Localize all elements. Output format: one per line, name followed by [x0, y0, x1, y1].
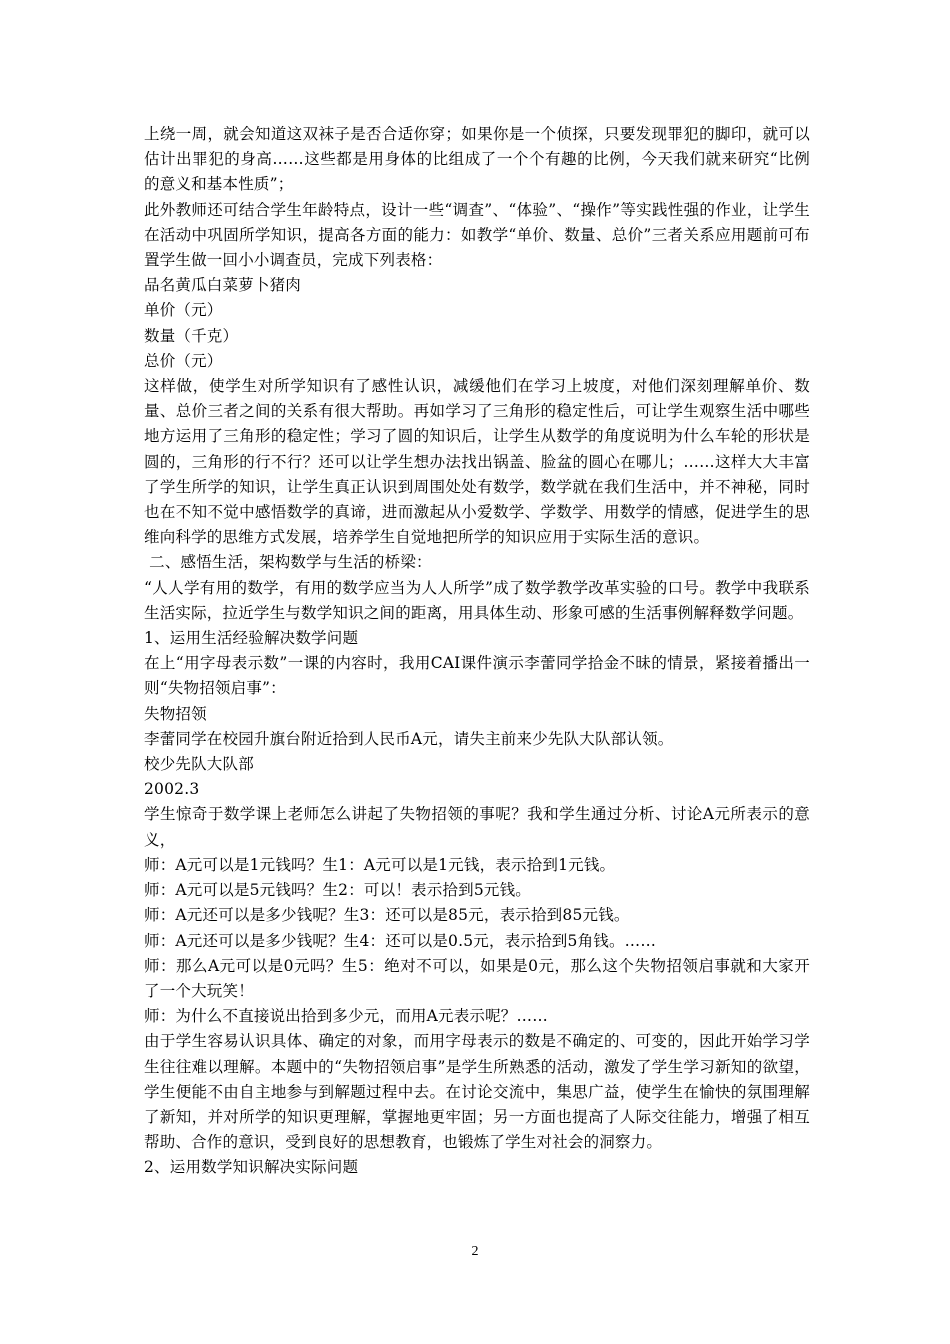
body-text: [144, 122, 810, 1181]
notice-body: 李蕾同学在校园升旗台附近拾到人民币A元，请失主前来少先队大队部认领。: [144, 729, 674, 748]
section-heading: 二、感悟生活，架构数学与生活的桥梁：: [144, 553, 432, 572]
paragraph: 上绕一周，就会知道这双袜子是否合适你穿；如果你是一个侦探，只要发现罪犯的脚印，就可以估计出罪犯的身高……这些都是用身体的比组成了一个个有趣的比例，今天我们就来研究“比例的意义和基本性质”；: [144, 125, 810, 194]
table-header-row: 品名黄瓜白菜萝卜猪肉: [144, 276, 302, 295]
dialogue-line: 师：A元可以是1元钱吗？生1：A元可以是1元钱，表示拾到1元钱。: [144, 855, 616, 874]
dialogue-line: 师：那么A元可以是0元吗？生5：绝对不可以，如果是0元，那么这个失物招领启事就和大家开了一个大玩笑！: [144, 956, 810, 1000]
table-row-label: 数量（千克）: [144, 326, 239, 345]
notice-title: 失物招领: [144, 704, 207, 723]
paragraph: “人人学有用的数学，有用的数学应当为人人所学”成了数学教学改革实验的口号。教学中我联系生活实际，拉近学生与数学知识之间的距离，用具体生动、形象可感的生活事例解释数学问题。: [144, 578, 810, 622]
subsection-heading: 1、运用生活经验解决数学问题: [144, 629, 359, 648]
paragraph: 学生惊奇于数学课上老师怎么讲起了失物招领的事呢？我和学生通过分析、讨论A元所表示的意义，: [144, 805, 810, 849]
table-row-label: 单价（元）: [144, 301, 223, 320]
table-row-label: 总价（元）: [144, 351, 223, 370]
paragraph: 由于学生容易认识具体、确定的对象，而用字母表示的数是不确定的、可变的，因此开始学习学生往往难以理解。本题中的“失物招领启事”是学生所熟悉的活动，激发了学生学习新知的欲望，学生便能不由自主地参与到解题过程中去。在讨论交流中，集思广益，使学生在愉快的氛围理解了新知，并对所学的知识更理解，掌握地更牢固；另一方面也提高了人际交往能力，增强了相互帮助、合作的意识，受到良好的思想教育，也锻炼了学生对社会的洞察力。: [144, 1032, 810, 1152]
dialogue-line: 师：A元还可以是多少钱呢？生4：还可以是0.5元，表示拾到5角钱。……: [144, 931, 657, 950]
notice-signature: 校少先队大队部: [144, 755, 254, 774]
dialogue-line: 师：A元可以是5元钱吗？生2：可以！表示拾到5元钱。: [144, 881, 531, 900]
dialogue-line: 师：为什么不直接说出拾到多少元，而用A元表示呢？……: [144, 1007, 548, 1026]
dialogue-line: 师：A元还可以是多少钱呢？生3：还可以是85元，表示拾到85元钱。: [144, 906, 630, 925]
subsection-heading: 2、运用数学知识解决实际问题: [144, 1158, 359, 1177]
paragraph: 此外教师还可结合学生年龄特点，设计一些“调查”、“体验”、“操作”等实践性强的作业，让学生在活动中巩固所学知识，提高各方面的能力：如教学“单价、数量、总价”三者关系应用题前可布置学生做一回小小调查员，完成下列表格：: [144, 200, 810, 270]
page-number: 2: [471, 1244, 479, 1259]
paragraph: 在上“用字母表示数”一课的内容时，我用CAI课件演示李蕾同学拾金不昧的情景，紧接着播出一则“失物招领启事”：: [144, 654, 810, 698]
paragraph: 这样做，使学生对所学知识有了感性认识，减缓他们在学习上坡度，对他们深刻理解单价、数量、总价三者之间的关系有很大帮助。再如学习了三角形的稳定性后，可让学生观察生活中哪些地方运用了三角形的稳定性；学习了圆的知识后，让学生从数学的角度说明为什么车轮的形状是圆的，三角形的行不行？还可以让学生想办法找出锅盖、脸盆的圆心在哪儿；……这样大大丰富了学生所学的知识，让学生真正认识到周围处处有数学，数学就在我们生活中，并不神秘，同时也在不知不觉中感悟数学的真谛，进而激起从小爱数学、学数学、用数学的情感，促进学生的思维向科学的思维方式发展，培养学生自觉地把所学的知识应用于实际生活的意识。: [144, 377, 810, 547]
notice-date: 2002.3: [144, 780, 200, 799]
